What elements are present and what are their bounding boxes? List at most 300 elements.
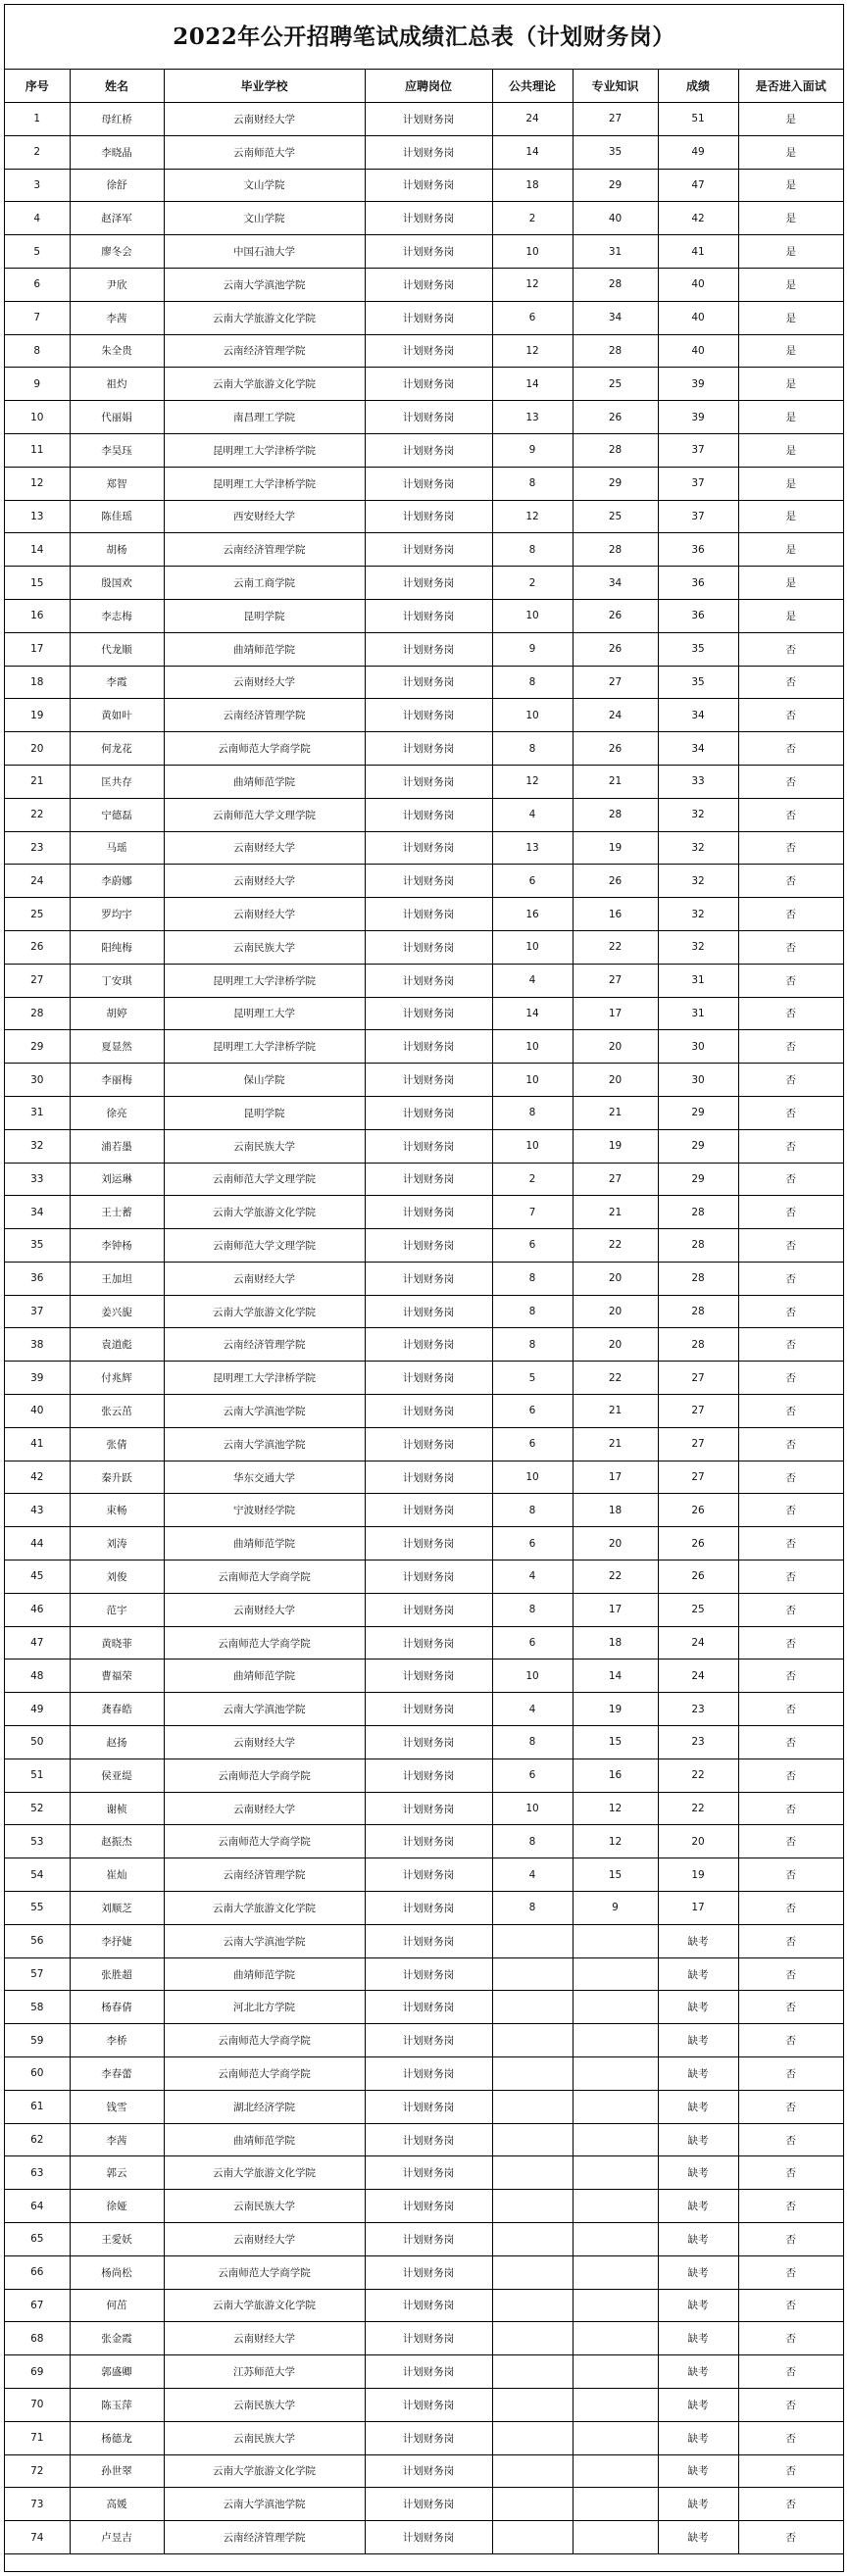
cell-public-theory: 8 [492,533,573,567]
table-row [5,632,843,666]
cell-school: 华东交通大学 [164,1461,365,1494]
cell-professional-knowledge [573,1991,658,2024]
cell-name: 郭云 [70,2156,164,2190]
cell-position: 计划财务岗 [365,831,492,865]
cell-professional-knowledge: 17 [573,1593,658,1626]
cell-name: 李茜 [70,2123,164,2156]
cell-name: 杨德龙 [70,2421,164,2454]
cell-professional-knowledge: 12 [573,1792,658,1825]
cell-school: 云南大学旅游文化学院 [164,2454,365,2488]
cell-position: 计划财务岗 [365,732,492,766]
cell-professional-knowledge: 28 [573,268,658,301]
cell-score: 40 [658,301,738,334]
table-row [5,567,843,600]
cell-position: 计划财务岗 [365,169,492,202]
cell-index: 51 [5,1759,70,1792]
cell-professional-knowledge: 24 [573,699,658,732]
header-public-theory: 公共理论 [492,70,573,103]
cell-professional-knowledge: 17 [573,997,658,1030]
cell-public-theory: 2 [492,1163,573,1196]
table-row [5,1295,843,1328]
cell-interview: 否 [738,2024,843,2057]
cell-public-theory: 6 [492,1626,573,1660]
table-row [5,1064,843,1097]
cell-position: 计划财务岗 [365,1461,492,1494]
cell-name: 张倩 [70,1427,164,1461]
header-score: 成绩 [658,70,738,103]
cell-school: 云南财经大学 [164,2223,365,2256]
cell-professional-knowledge [573,2322,658,2355]
cell-professional-knowledge: 28 [573,433,658,467]
cell-school: 云南师范大学商学院 [164,1759,365,1792]
cell-school: 云南经济管理学院 [164,1328,365,1362]
table-row [5,1693,843,1726]
cell-school: 云南大学滇池学院 [164,1427,365,1461]
cell-index: 41 [5,1427,70,1461]
cell-interview: 否 [738,1461,843,1494]
cell-position: 计划财务岗 [365,235,492,269]
cell-interview: 否 [738,1660,843,1693]
table-row [5,1494,843,1527]
table-row [5,798,843,831]
cell-name: 何龙花 [70,732,164,766]
cell-professional-knowledge: 19 [573,1129,658,1163]
cell-school: 云南民族大学 [164,930,365,964]
table-row [5,964,843,997]
cell-position: 计划财务岗 [365,1030,492,1064]
cell-index: 66 [5,2255,70,2289]
cell-public-theory: 18 [492,169,573,202]
table-row [5,599,843,632]
cell-public-theory: 6 [492,865,573,898]
cell-school: 昆明理工大学津桥学院 [164,433,365,467]
cell-interview: 否 [738,865,843,898]
cell-interview: 否 [738,2156,843,2190]
cell-interview: 是 [738,334,843,368]
cell-professional-knowledge: 9 [573,1892,658,1925]
cell-index: 32 [5,1129,70,1163]
table-row [5,2090,843,2123]
cell-index: 12 [5,467,70,500]
cell-name: 陈佳瑶 [70,500,164,533]
cell-professional-knowledge: 20 [573,1328,658,1362]
cell-score: 缺考 [658,2521,738,2554]
cell-school: 保山学院 [164,1064,365,1097]
cell-school: 昆明理工大学 [164,997,365,1030]
table-row [5,2421,843,2454]
cell-name: 何茁 [70,2289,164,2322]
cell-public-theory: 4 [492,1858,573,1892]
cell-public-theory: 6 [492,1427,573,1461]
cell-score: 缺考 [658,2057,738,2091]
cell-interview: 否 [738,666,843,699]
table-row [5,202,843,235]
cell-name: 李昊珏 [70,433,164,467]
table-row [5,135,843,169]
table-row [5,1892,843,1925]
table-row [5,1825,843,1858]
cell-professional-knowledge: 19 [573,1693,658,1726]
cell-public-theory [492,2156,573,2190]
cell-professional-knowledge: 34 [573,567,658,600]
cell-interview: 否 [738,732,843,766]
cell-name: 母红桥 [70,103,164,136]
cell-index: 61 [5,2090,70,2123]
cell-public-theory [492,2190,573,2223]
cell-professional-knowledge: 21 [573,1096,658,1129]
cell-interview: 是 [738,169,843,202]
cell-name: 王士蓄 [70,1196,164,1229]
cell-name: 王愛妖 [70,2223,164,2256]
table-row [5,235,843,269]
cell-index: 43 [5,1494,70,1527]
cell-public-theory: 12 [492,334,573,368]
cell-interview: 否 [738,632,843,666]
cell-school: 云南大学旅游文化学院 [164,1196,365,1229]
cell-name: 阳纯梅 [70,930,164,964]
cell-public-theory: 12 [492,500,573,533]
cell-professional-knowledge: 28 [573,798,658,831]
cell-name: 郭盛卿 [70,2355,164,2389]
cell-score: 28 [658,1328,738,1362]
cell-interview: 否 [738,2223,843,2256]
cell-score: 缺考 [658,2190,738,2223]
cell-name: 李抒婕 [70,1924,164,1957]
cell-interview: 是 [738,301,843,334]
cell-professional-knowledge: 34 [573,301,658,334]
cell-professional-knowledge [573,2355,658,2389]
cell-position: 计划财务岗 [365,1693,492,1726]
cell-score: 缺考 [658,1991,738,2024]
cell-interview: 否 [738,2388,843,2421]
cell-interview: 是 [738,433,843,467]
cell-index: 71 [5,2421,70,2454]
table-row [5,1395,843,1428]
cell-school: 云南师范大学商学院 [164,1825,365,1858]
cell-index: 8 [5,334,70,368]
cell-interview: 否 [738,1957,843,1991]
table-row [5,930,843,964]
cell-name: 袁道彪 [70,1328,164,1362]
cell-score: 41 [658,235,738,269]
cell-name: 付兆辉 [70,1362,164,1395]
cell-school: 云南大学滇池学院 [164,1693,365,1726]
table-row [5,898,843,931]
cell-professional-knowledge: 20 [573,1262,658,1295]
cell-interview: 是 [738,599,843,632]
cell-interview: 否 [738,2421,843,2454]
table-row [5,2156,843,2190]
table-row [5,2322,843,2355]
cell-position: 计划财务岗 [365,666,492,699]
cell-interview: 是 [738,135,843,169]
table-row [5,1362,843,1395]
table-row [5,1759,843,1792]
cell-score: 37 [658,500,738,533]
cell-name: 黄晓菲 [70,1626,164,1660]
header-position: 应聘岗位 [365,70,492,103]
cell-index: 1 [5,103,70,136]
cell-name: 龚春皓 [70,1693,164,1726]
cell-index: 5 [5,235,70,269]
cell-score: 22 [658,1759,738,1792]
cell-interview: 否 [738,1229,843,1263]
cell-position: 计划财务岗 [365,2454,492,2488]
cell-public-theory: 9 [492,632,573,666]
cell-public-theory: 12 [492,765,573,798]
cell-interview: 否 [738,1030,843,1064]
cell-score: 31 [658,997,738,1030]
cell-public-theory: 10 [492,699,573,732]
cell-school: 云南财经大学 [164,1726,365,1759]
cell-position: 计划财务岗 [365,2090,492,2123]
cell-score: 缺考 [658,2322,738,2355]
cell-index: 4 [5,202,70,235]
cell-name: 匡共存 [70,765,164,798]
cell-index: 10 [5,401,70,434]
cell-position: 计划财务岗 [365,1957,492,1991]
cell-public-theory: 13 [492,831,573,865]
cell-school: 河北北方学院 [164,1991,365,2024]
table-row [5,2289,843,2322]
cell-professional-knowledge: 26 [573,599,658,632]
table-row [5,1792,843,1825]
cell-professional-knowledge: 29 [573,467,658,500]
cell-public-theory: 10 [492,1461,573,1494]
table-row [5,1527,843,1560]
cell-public-theory: 16 [492,898,573,931]
cell-name: 李丽梅 [70,1064,164,1097]
cell-index: 74 [5,2521,70,2554]
cell-interview: 否 [738,2190,843,2223]
cell-index: 6 [5,268,70,301]
cell-position: 计划财务岗 [365,2024,492,2057]
cell-interview: 否 [738,1494,843,1527]
cell-name: 赵振杰 [70,1825,164,1858]
score-sheet [4,4,844,2572]
cell-interview: 是 [738,467,843,500]
table-row [5,699,843,732]
cell-score: 30 [658,1064,738,1097]
cell-index: 58 [5,1991,70,2024]
cell-public-theory: 9 [492,433,573,467]
cell-index: 19 [5,699,70,732]
cell-score: 26 [658,1494,738,1527]
cell-interview: 否 [738,2521,843,2554]
cell-name: 杨尚松 [70,2255,164,2289]
cell-score: 23 [658,1693,738,1726]
cell-interview: 是 [738,567,843,600]
cell-professional-knowledge [573,2421,658,2454]
table-row [5,1560,843,1594]
cell-name: 李茜 [70,301,164,334]
table-row [5,666,843,699]
cell-interview: 否 [738,1328,843,1362]
cell-name: 侯亚缇 [70,1759,164,1792]
cell-index: 21 [5,765,70,798]
cell-school: 云南大学滇池学院 [164,268,365,301]
cell-public-theory: 6 [492,1527,573,1560]
table-row [5,1427,843,1461]
table-row [5,401,843,434]
cell-score: 缺考 [658,2156,738,2190]
cell-interview: 否 [738,1427,843,1461]
cell-professional-knowledge: 18 [573,1494,658,1527]
cell-index: 72 [5,2454,70,2488]
table-row [5,169,843,202]
cell-public-theory: 10 [492,1030,573,1064]
cell-professional-knowledge: 29 [573,169,658,202]
cell-school: 云南财经大学 [164,2322,365,2355]
cell-name: 崔灿 [70,1858,164,1892]
table-row [5,865,843,898]
cell-interview: 否 [738,1626,843,1660]
cell-score: 31 [658,964,738,997]
cell-public-theory [492,1957,573,1991]
table-row [5,1196,843,1229]
cell-professional-knowledge: 20 [573,1295,658,1328]
cell-school: 云南工商学院 [164,567,365,600]
table-header-row [5,70,843,103]
table-row [5,1163,843,1196]
cell-score: 24 [658,1626,738,1660]
cell-professional-knowledge: 27 [573,1163,658,1196]
cell-index: 24 [5,865,70,898]
cell-school: 曲靖师范学院 [164,1660,365,1693]
table-row [5,765,843,798]
cell-school: 昆明理工大学津桥学院 [164,467,365,500]
cell-position: 计划财务岗 [365,1096,492,1129]
cell-position: 计划财务岗 [365,1660,492,1693]
cell-school: 云南师范大学商学院 [164,2024,365,2057]
cell-score: 47 [658,169,738,202]
cell-name: 徐娅 [70,2190,164,2223]
cell-name: 尹欣 [70,268,164,301]
cell-school: 中国石油大学 [164,235,365,269]
cell-position: 计划财务岗 [365,798,492,831]
cell-name: 殷国欢 [70,567,164,600]
cell-school: 云南师范大学商学院 [164,732,365,766]
cell-index: 17 [5,632,70,666]
cell-public-theory [492,2388,573,2421]
cell-score: 36 [658,567,738,600]
cell-name: 朱全贵 [70,334,164,368]
cell-position: 计划财务岗 [365,1726,492,1759]
cell-public-theory: 10 [492,1660,573,1693]
cell-index: 3 [5,169,70,202]
cell-index: 53 [5,1825,70,1858]
cell-school: 湖北经济学院 [164,2090,365,2123]
cell-interview: 否 [738,2355,843,2389]
cell-professional-knowledge: 19 [573,831,658,865]
cell-index: 2 [5,135,70,169]
cell-professional-knowledge [573,2255,658,2289]
cell-interview: 否 [738,1924,843,1957]
table-row [5,1593,843,1626]
cell-score: 缺考 [658,2289,738,2322]
cell-position: 计划财务岗 [365,1527,492,1560]
cell-position: 计划财务岗 [365,433,492,467]
cell-name: 束畅 [70,1494,164,1527]
cell-public-theory: 6 [492,1395,573,1428]
table-row [5,1096,843,1129]
cell-score: 26 [658,1560,738,1594]
cell-score: 32 [658,898,738,931]
cell-name: 李春蕾 [70,2057,164,2091]
cell-professional-knowledge [573,2488,658,2521]
cell-position: 计划财务岗 [365,135,492,169]
cell-public-theory: 4 [492,1693,573,1726]
cell-position: 计划财务岗 [365,401,492,434]
cell-professional-knowledge: 27 [573,964,658,997]
cell-public-theory: 8 [492,1262,573,1295]
table-row [5,1229,843,1263]
cell-position: 计划财务岗 [365,2322,492,2355]
cell-score: 51 [658,103,738,136]
cell-score: 23 [658,1726,738,1759]
cell-interview: 否 [738,1527,843,1560]
cell-score: 29 [658,1129,738,1163]
cell-index: 45 [5,1560,70,1594]
cell-interview: 否 [738,930,843,964]
cell-interview: 否 [738,1262,843,1295]
cell-professional-knowledge [573,2289,658,2322]
cell-professional-knowledge [573,2090,658,2123]
cell-position: 计划财务岗 [365,2421,492,2454]
cell-public-theory [492,2355,573,2389]
table-row [5,1858,843,1892]
cell-professional-knowledge: 20 [573,1527,658,1560]
cell-name: 徐舒 [70,169,164,202]
cell-position: 计划财务岗 [365,599,492,632]
table-row [5,2355,843,2389]
cell-name: 浦若墨 [70,1129,164,1163]
cell-public-theory: 8 [492,467,573,500]
cell-public-theory [492,2024,573,2057]
cell-professional-knowledge: 21 [573,1196,658,1229]
cell-name: 代龙顺 [70,632,164,666]
cell-name: 秦升跃 [70,1461,164,1494]
cell-score: 49 [658,135,738,169]
cell-school: 文山学院 [164,202,365,235]
cell-position: 计划财务岗 [365,1560,492,1594]
cell-position: 计划财务岗 [365,1262,492,1295]
cell-professional-knowledge: 28 [573,533,658,567]
cell-interview: 否 [738,898,843,931]
cell-school: 昆明理工大学津桥学院 [164,964,365,997]
cell-index: 48 [5,1660,70,1693]
cell-name: 夏显然 [70,1030,164,1064]
cell-name: 高媛 [70,2488,164,2521]
cell-public-theory: 10 [492,930,573,964]
cell-score: 30 [658,1030,738,1064]
cell-name: 杨春倩 [70,1991,164,2024]
cell-school: 云南大学旅游文化学院 [164,1892,365,1925]
cell-professional-knowledge: 26 [573,632,658,666]
cell-school: 云南师范大学文理学院 [164,1163,365,1196]
cell-school: 江苏师范大学 [164,2355,365,2389]
cell-public-theory: 8 [492,732,573,766]
cell-professional-knowledge [573,2024,658,2057]
cell-public-theory: 6 [492,1759,573,1792]
cell-name: 李桥 [70,2024,164,2057]
table-row [5,1957,843,1991]
cell-index: 38 [5,1328,70,1362]
cell-name: 罗均宇 [70,898,164,931]
cell-score: 40 [658,268,738,301]
cell-position: 计划财务岗 [365,865,492,898]
cell-index: 49 [5,1693,70,1726]
